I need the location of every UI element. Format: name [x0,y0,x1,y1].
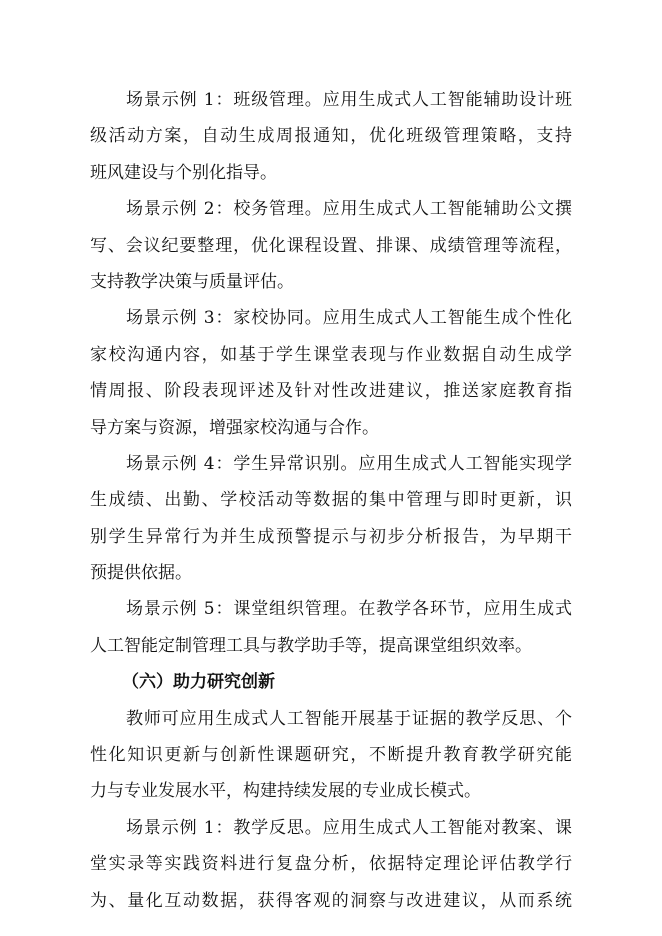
text-line: 生成绩、出勤、学校活动等数据的集中管理与即时更新，识 [90,490,572,511]
text-line: 场景示例 5：课堂组织管理。在教学各环节，应用生成式 [126,599,572,620]
text-line: 场景示例 3：家校协同。应用生成式人工智能生成个性化 [126,308,572,329]
text-line: 写、会议纪要整理，优化课程设置、排课、成绩管理等流程， [90,235,572,256]
text-line: 场景示例 2：校务管理。应用生成式人工智能辅助公文撰 [126,199,572,220]
text-line: 堂实录等实践资料进行复盘分析，依据特定理论评估教学行 [90,854,572,875]
text-line: 预提供依据。 [90,563,192,584]
text-line: 情周报、阶段表现评述及针对性改进建议，推送家庭教育指 [90,381,572,402]
text-line: 班风建设与个别化指导。 [90,162,277,183]
text-line: 为、量化互动数据，获得客观的洞察与改进建议，从而系统 [90,890,572,911]
section-heading: （六）助力研究创新 [122,672,275,693]
text-line: 场景示例 1：班级管理。应用生成式人工智能辅助设计班 [126,90,572,110]
text-line: 导方案与资源，增强家校沟通与合作。 [90,417,379,438]
text-line: 人工智能定制管理工具与教学助手等，提高课堂组织效率。 [90,635,532,656]
document-body [90,82,572,919]
text-line: 场景示例 1：教学反思。应用生成式人工智能对教案、课 [126,817,572,838]
text-line: 级活动方案，自动生成周报通知，优化班级管理策略，支持 [90,126,572,147]
text-line: 力与专业发展水平，构建持续发展的专业成长模式。 [90,781,481,802]
text-line: 性化知识更新与创新性课题研究，不断提升教育教学研究能 [90,745,572,766]
text-line: 家校沟通内容，如基于学生课堂表现与作业数据自动生成学 [90,344,572,365]
text-line: 别学生异常行为并生成预警提示与初步分析报告，为早期干 [90,526,572,547]
text-line: 场景示例 4：学生异常识别。应用生成式人工智能实现学 [126,453,572,474]
text-line: 支持教学决策与质量评估。 [90,271,294,292]
text-line: 教师可应用生成式人工智能开展基于证据的教学反思、个 [126,708,572,729]
